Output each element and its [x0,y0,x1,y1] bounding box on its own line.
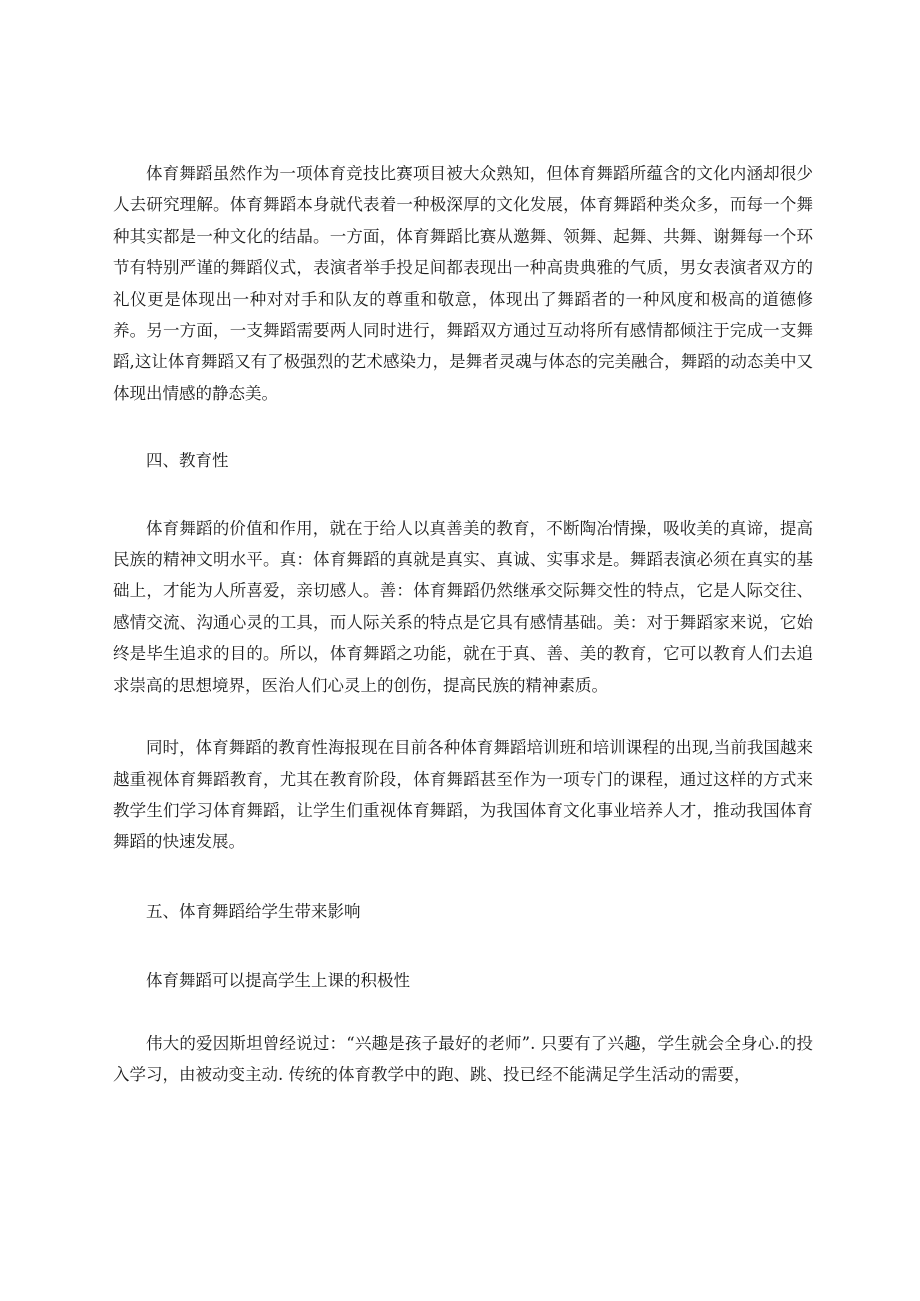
paragraph-education-training: 同时，体育舞蹈的教育性海报现在目前各种体育舞蹈培训班和培训课程的出现,当前我国越来越重视体育舞蹈教育，尤其在教育阶段，体育舞蹈甚至作为一项专门的课程，通过这样的方式来教学生们学习体育舞蹈，让学生们重视体育舞蹈，为我国体育文化事业培养人才，推动我国体育舞蹈的快速发展。 [113,738,813,852]
section-heading-student-impact: 五、体育舞蹈给学生带来影响 [146,901,361,921]
section-heading-education: 四、教育性 [146,451,229,471]
paragraph-culture: 体育舞蹈虽然作为一项体育竞技比赛项目被大众熟知，但体育舞蹈所蕴含的文化内涵却很少人去研究理解。体育舞蹈本身就代表着一种极深厚的文化发展，体育舞蹈种类众多，而每一个舞种其实都是一种文化的结晶。一方面，体育舞蹈比赛从邀舞、领舞、起舞、共舞、谢舞每一个环节有特别严谨的舞蹈仪式，表演者举手投足间都表现出一种高贵典雅的气质，男女表演者双方的礼仪更是体现出一种对对手和队友的尊重和敬意，体现出了舞蹈者的一种风度和极高的道德修养。另一方面，一支舞蹈需要两人同时进行，舞蹈双方通过互动将所有感情都倾注于完成一支舞蹈,这让体育舞蹈又有了极强烈的艺术感染力，是舞者灵魂与体态的完美融合，舞蹈的动态美中又体现出情感的静态美。 [113,164,813,403]
paragraph-education-value: 体育舞蹈的价值和作用，就在于给人以真善美的教育，不断陶冶情操，吸收美的真谛，提高民族的精神文明水平。真：体育舞蹈的真就是真实、真诚、实事求是。舞蹈表演必须在真实的基础上，才能为人所喜爱，亲切感人。善：体育舞蹈仍然继承交际舞交性的特点，它是人际交往、感情交流、沟通心灵的工具，而人际关系的特点是它具有感情基础。美：对于舞蹈家来说，它始终是毕生追求的目的。所以，体育舞蹈之功能，就在于真、善、美的教育，它可以教育人们去追求崇高的思想境界，医治人们心灵上的创伤，提高民族的精神素质。 [113,518,813,695]
document-body [113,158,813,1090]
paragraph-einstein-quote: 伟大的爱因斯坦曾经说过：“兴趣是孩子最好的老师”. 只要有了兴趣，学生就会全身心.的投入学习，由被动变主动. 传统的体育教学中的跑、跳、投已经不能满足学生活动的需要， [113,1033,813,1084]
subheading-enthusiasm: 体育舞蹈可以提高学生上课的积极性 [146,971,410,991]
